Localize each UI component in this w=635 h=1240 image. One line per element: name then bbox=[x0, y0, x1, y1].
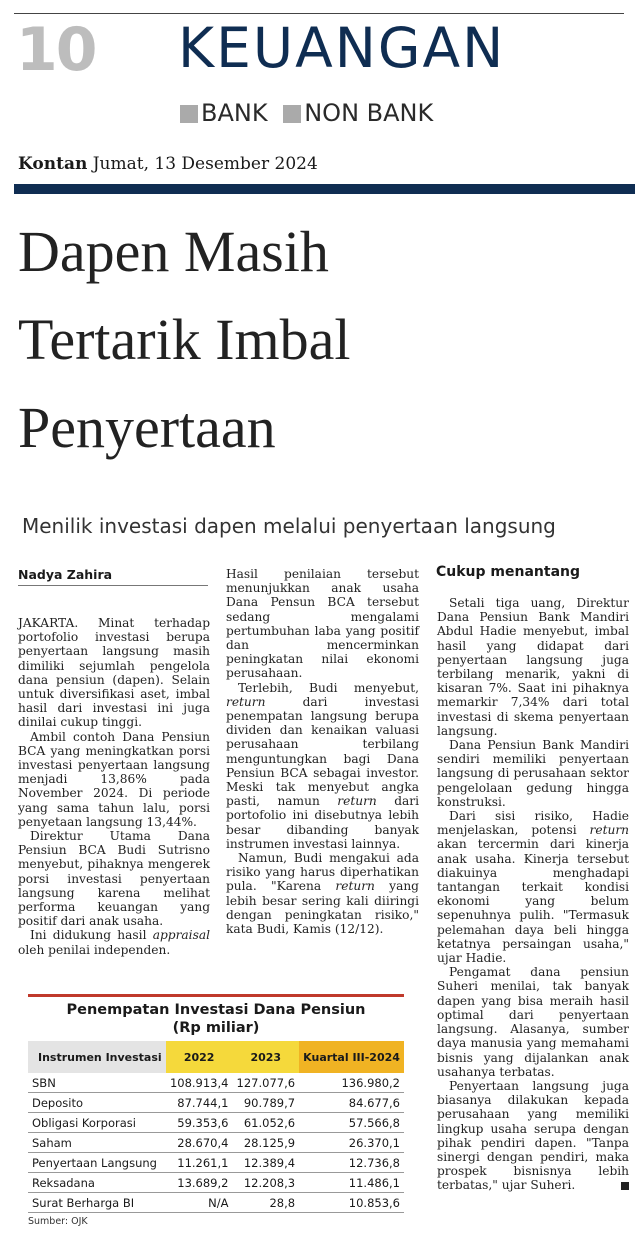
subsection-bank: BANK bbox=[201, 99, 268, 127]
instrument-cell: SBN bbox=[28, 1073, 166, 1093]
instrument-cell: Obligasi Korporasi bbox=[28, 1113, 166, 1133]
value-cell: 12.736,8 bbox=[299, 1153, 404, 1173]
value-cell: 11.261,1 bbox=[166, 1153, 233, 1173]
col-header: 2023 bbox=[232, 1041, 299, 1073]
byline: Nadya Zahira bbox=[18, 567, 208, 586]
value-cell: 12.389,4 bbox=[232, 1153, 299, 1173]
header-bar bbox=[14, 184, 635, 194]
column-3 bbox=[437, 596, 629, 1193]
col-header: Instrumen Investasi bbox=[28, 1041, 166, 1073]
section-title: KEUANGAN bbox=[178, 16, 506, 80]
table-row bbox=[28, 1173, 404, 1193]
value-cell: 127.077,6 bbox=[232, 1073, 299, 1093]
value-cell: 12.208,3 bbox=[232, 1173, 299, 1193]
table-source: Sumber: OJK bbox=[28, 1216, 88, 1227]
paragraph: Direktur Utama Dana Pensiun BCA Budi Sutrisno menyebut, pihaknya mengerek porsi investasi penyertaan langsung karena melihat performa keuangan yang positif dari anak usaha. bbox=[18, 829, 210, 929]
value-cell: 26.370,1 bbox=[299, 1133, 404, 1153]
headline-line: Penyertaan bbox=[18, 395, 276, 460]
value-cell: 13.689,2 bbox=[166, 1173, 233, 1193]
value-cell: 108.913,4 bbox=[166, 1073, 233, 1093]
table-body bbox=[28, 1073, 404, 1213]
value-cell: 28.670,4 bbox=[166, 1133, 233, 1153]
data-table bbox=[28, 1041, 404, 1213]
instrument-cell: Reksadana bbox=[28, 1173, 166, 1193]
paragraph: Ini didukung hasil appraisal oleh penilai independen. bbox=[18, 928, 210, 957]
table-row bbox=[28, 1073, 404, 1093]
page-number: 10 bbox=[16, 15, 96, 85]
paragraph-text: Penyertaan langsung juga biasanya dilakukan kepada perusahaan yang memiliki lingkup usaha serupa dengan pihak pendiri dapen. "Tanpa sinergi dengan pendiri, maka prospek bisnisnya lebih terbatas," ujar Suheri. bbox=[437, 1078, 629, 1193]
value-cell: 59.353,6 bbox=[166, 1113, 233, 1133]
investment-table bbox=[28, 994, 404, 1227]
paragraph: Ambil contoh Dana Pensiun BCA yang meningkatkan porsi investasi penyertaan langsung menjadi 13,86% pada November 2024. Di periode yang sama tahun lalu, porsi penyetaan langsung 13,44%. bbox=[18, 729, 210, 829]
paragraph: Namun, Budi mengakui ada risiko yang harus diperhatikan pula. "Karena return yang lebih besar sering kali diiringi dengan peningkatan risiko," kata Budi, Kamis (12/12). bbox=[226, 851, 419, 937]
publication-name: Kontan bbox=[18, 154, 88, 174]
value-cell: 11.486,1 bbox=[299, 1173, 404, 1193]
value-cell: 28,8 bbox=[232, 1193, 299, 1213]
table-top-rule bbox=[28, 994, 404, 997]
table-row bbox=[28, 1133, 404, 1153]
end-mark-icon bbox=[621, 1182, 629, 1190]
table-row bbox=[28, 1193, 404, 1213]
table-row bbox=[28, 1093, 404, 1113]
paragraph: Dari sisi risiko, Hadie menjelaskan, potensi return akan tercermin dari kinerja anak usaha. Kinerja tersebut diakuinya menghadapi tantangan terkait kondisi ekonomi yang belum sepenuhnya pulih. "Termasuk pelemahan daya beli hingga ketatnya persaingan usaha," ujar Hadie. bbox=[437, 809, 629, 966]
col-header: Kuartal III-2024 bbox=[299, 1041, 404, 1073]
headline bbox=[18, 208, 351, 472]
value-cell: 57.566,8 bbox=[299, 1113, 404, 1133]
table-row bbox=[28, 1113, 404, 1133]
paragraph: Hasil penilaian tersebut menunjukkan anak usaha Dana Pensun BCA tersebut sedang mengalami pertumbuhan laba yang positif dan mencerminkan peningkatan nilai ekonomi perusahaan. bbox=[226, 567, 419, 681]
headline-line: Dapen Masih bbox=[18, 219, 329, 284]
value-cell: 28.125,9 bbox=[232, 1133, 299, 1153]
value-cell: 136.980,2 bbox=[299, 1073, 404, 1093]
value-cell: 10.853,6 bbox=[299, 1193, 404, 1213]
subhead: Cukup menantang bbox=[436, 564, 581, 580]
instrument-cell: Saham bbox=[28, 1133, 166, 1153]
headline-line: Tertarik Imbal bbox=[18, 307, 351, 372]
value-cell: 61.052,6 bbox=[232, 1113, 299, 1133]
col-header: 2022 bbox=[166, 1041, 233, 1073]
table-unit: (Rp miliar) bbox=[172, 1020, 260, 1036]
paragraph: Dana Pensiun Bank Mandiri sendiri memiliki penyertaan langsung di perusahaan sektor pengelolaan gedung hingga konstruksi. bbox=[437, 738, 629, 809]
deck: Menilik investasi dapen melalui penyertaan langsung bbox=[22, 514, 556, 538]
column-2 bbox=[226, 567, 419, 936]
value-cell: 87.744,1 bbox=[166, 1093, 233, 1113]
column-1 bbox=[18, 616, 210, 957]
square-icon bbox=[283, 105, 301, 123]
paragraph bbox=[437, 1079, 629, 1193]
dateline bbox=[18, 152, 318, 176]
paragraph: Pengamat dana pensiun Suheri menilai, tak banyak dapen yang bisa meraih hasil optimal dari penyertaan langsung. Alasanya, sumber daya manusia yang memahami bisnis yang dijalankan anak usahanya terbatas. bbox=[437, 965, 629, 1079]
table-title: Penempatan Investasi Dana Pensiun bbox=[66, 1002, 366, 1018]
paragraph: Terlebih, Budi menyebut, return dari investasi penempatan langsung berupa dividen dan kenaikan valuasi perusahaan terbilang menguntungkan bagi Dana Pensiun BCA sebagai investor. Meski tak menyebut angka pasti, namun return dari portofolio ini disebutnya lebih besar dibanding banyak instrumen investasi lainnya. bbox=[226, 680, 419, 851]
subsection-nonbank: NON BANK bbox=[304, 99, 434, 127]
paragraph: JAKARTA. Minat terhadap portofolio investasi berupa penyertaan langsung masih dimiliki sejumlah pengelola dana pensiun (dapen). Selain untuk diversifikasi aset, imbal hasil dari investasi ini juga dinilai cukup tinggi. bbox=[18, 616, 210, 730]
value-cell: 84.677,6 bbox=[299, 1093, 404, 1113]
table-header-row bbox=[28, 1041, 404, 1073]
subsection-labels bbox=[180, 98, 433, 128]
publication-date: Jumat, 13 Desember 2024 bbox=[92, 154, 318, 174]
instrument-cell: Surat Berharga BI bbox=[28, 1193, 166, 1213]
square-icon bbox=[180, 105, 198, 123]
instrument-cell: Deposito bbox=[28, 1093, 166, 1113]
instrument-cell: Penyertaan Langsung bbox=[28, 1153, 166, 1173]
table-row bbox=[28, 1153, 404, 1173]
value-cell: 90.789,7 bbox=[232, 1093, 299, 1113]
value-cell: N/A bbox=[166, 1193, 233, 1213]
paragraph: Setali tiga uang, Direktur Dana Pensiun Bank Mandiri Abdul Hadie menyebut, imbal hasil yang didapat dari penyertaan langsung juga terbilang menarik, yakni di kisaran 7%. Saat ini pihaknya memarkir 7,34% dari total investasi di skema penyertaan langsung. bbox=[437, 596, 629, 738]
